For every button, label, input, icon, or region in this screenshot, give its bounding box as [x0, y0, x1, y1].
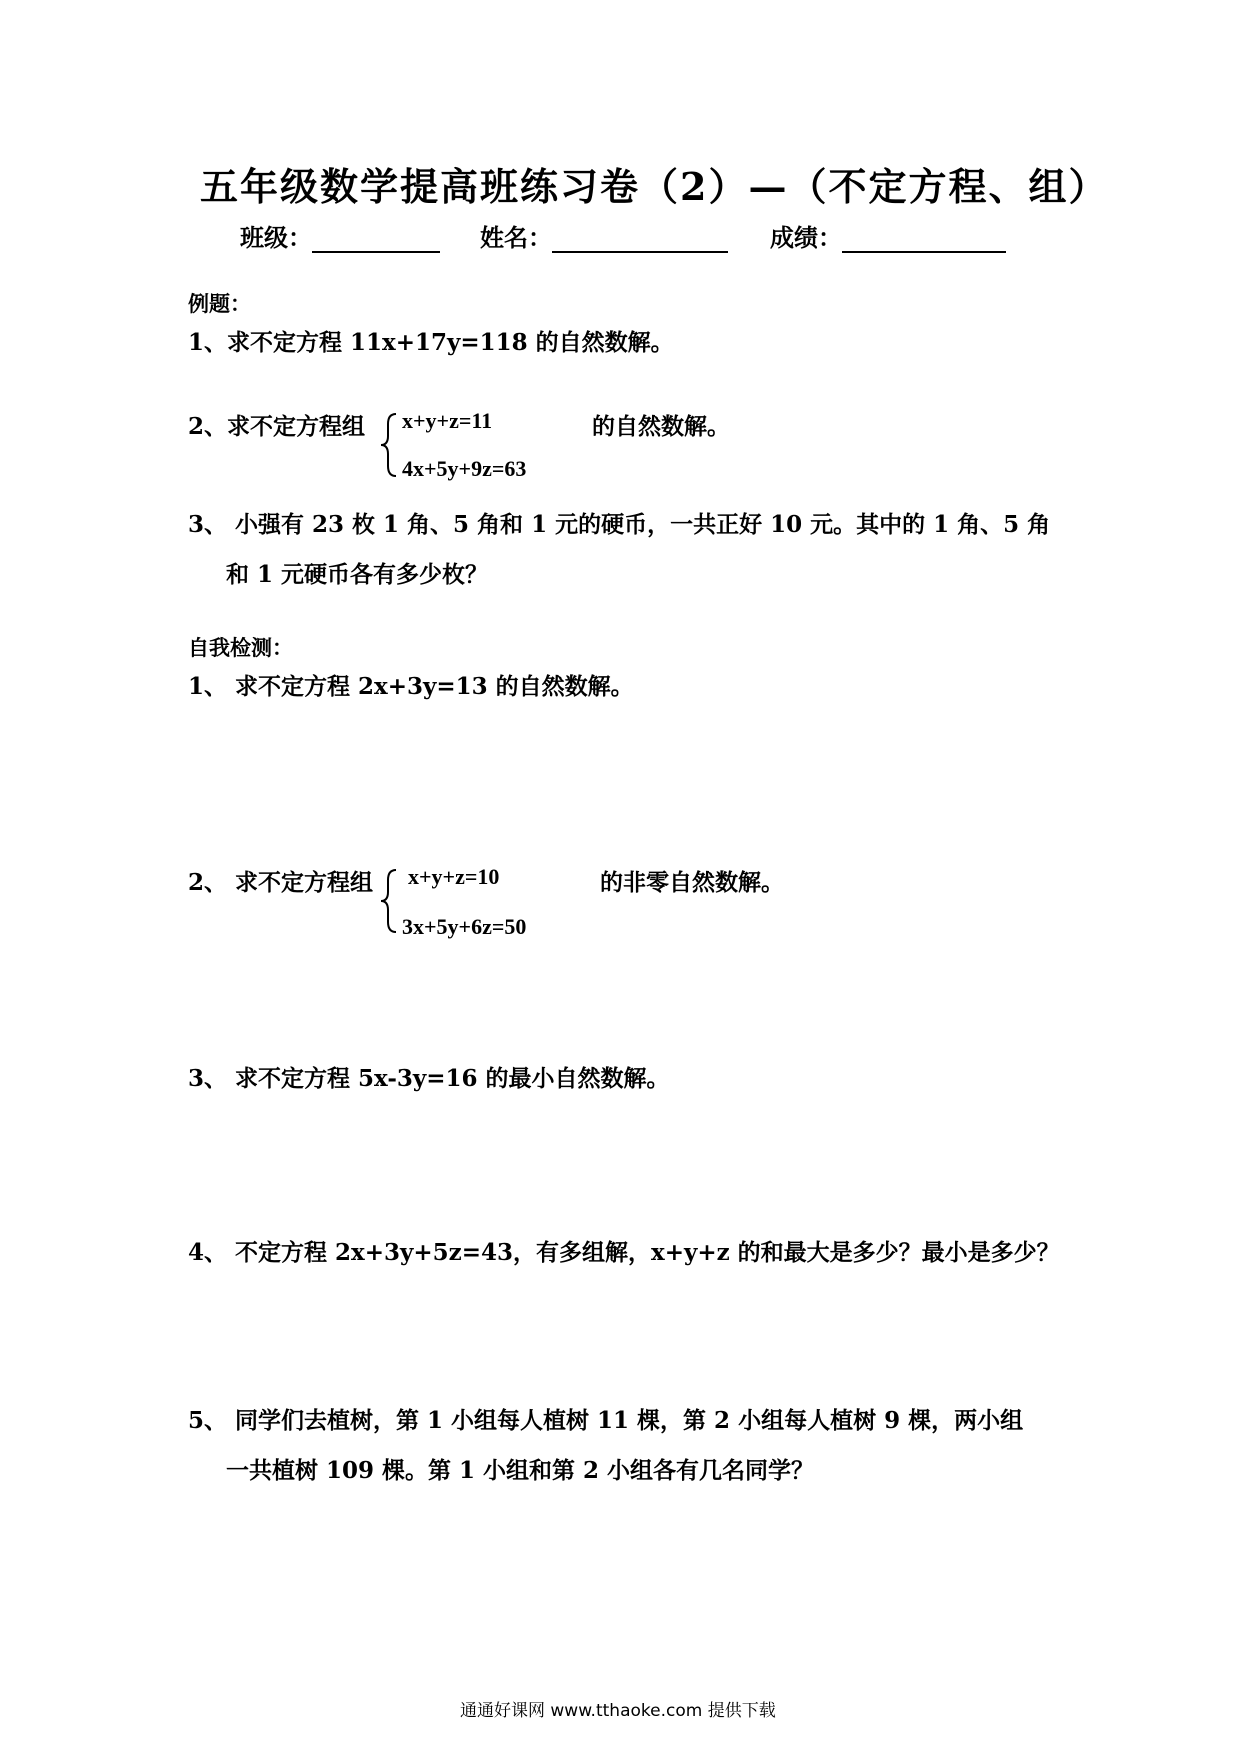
class-label: 班级： [240, 223, 312, 252]
class-field [240, 218, 440, 253]
self-test-question-5-line-2: 一共植树 109 棵。第 1 小组和第 2 小组各有几名同学？ [226, 1457, 815, 1484]
score-label: 成绩： [770, 223, 842, 252]
brace-icon [378, 408, 400, 482]
name-field [480, 218, 728, 253]
self-test-question-2-prefix: 2、 求不定方程组 [188, 869, 374, 896]
example-question-3-line-1: 3、 小强有 23 枚 1 角、5 角和 1 元的硬币，一共正好 10 元。其中的 1 角、5 角 [188, 511, 1051, 538]
name-label: 姓名： [480, 223, 552, 252]
footer-source: 通通好课网 www.tthaoke.com 提供下载 [460, 1701, 776, 1721]
example-question-2-suffix: 的自然数解。 [592, 413, 730, 440]
example-question-1: 1、求不定方程 11x+17y=118 的自然数解。 [188, 329, 674, 356]
self-test-question-1: 1、 求不定方程 2x+3y=13 的自然数解。 [188, 673, 634, 700]
example-question-3-line-2: 和 1 元硬币各有多少枚？ [226, 561, 489, 588]
name-blank[interactable] [552, 225, 728, 253]
page-title: 五年级数学提高班练习卷（2）—（不定方程、组） [200, 164, 1109, 209]
score-blank[interactable] [842, 225, 1006, 253]
example-question-2-prefix: 2、求不定方程组 [188, 413, 366, 440]
self-test-q2-equation-2: 3x+5y+6z=50 [402, 914, 527, 939]
example-q2-equation-1: x+y+z=11 [402, 408, 493, 433]
examples-heading: 例题： [188, 291, 251, 316]
self-test-q2-equation-1: x+y+z=10 [408, 864, 500, 889]
class-blank[interactable] [312, 225, 440, 253]
self-test-question-4: 4、 不定方程 2x+3y+5z=43，有多组解，x+y+z 的和最大是多少？最小是多少？ [188, 1239, 1060, 1266]
self-test-heading: 自我检测： [188, 635, 293, 660]
brace-icon [378, 864, 400, 938]
example-q2-equation-2: 4x+5y+9z=63 [402, 456, 527, 481]
self-test-question-2-suffix: 的非零自然数解。 [600, 869, 784, 896]
score-field [770, 218, 1006, 253]
self-test-question-3: 3、 求不定方程 5x-3y=16 的最小自然数解。 [188, 1065, 670, 1092]
self-test-question-5-line-1: 5、 同学们去植树，第 1 小组每人植树 11 棵，第 2 小组每人植树 9 棵，两小组 [188, 1407, 1024, 1434]
